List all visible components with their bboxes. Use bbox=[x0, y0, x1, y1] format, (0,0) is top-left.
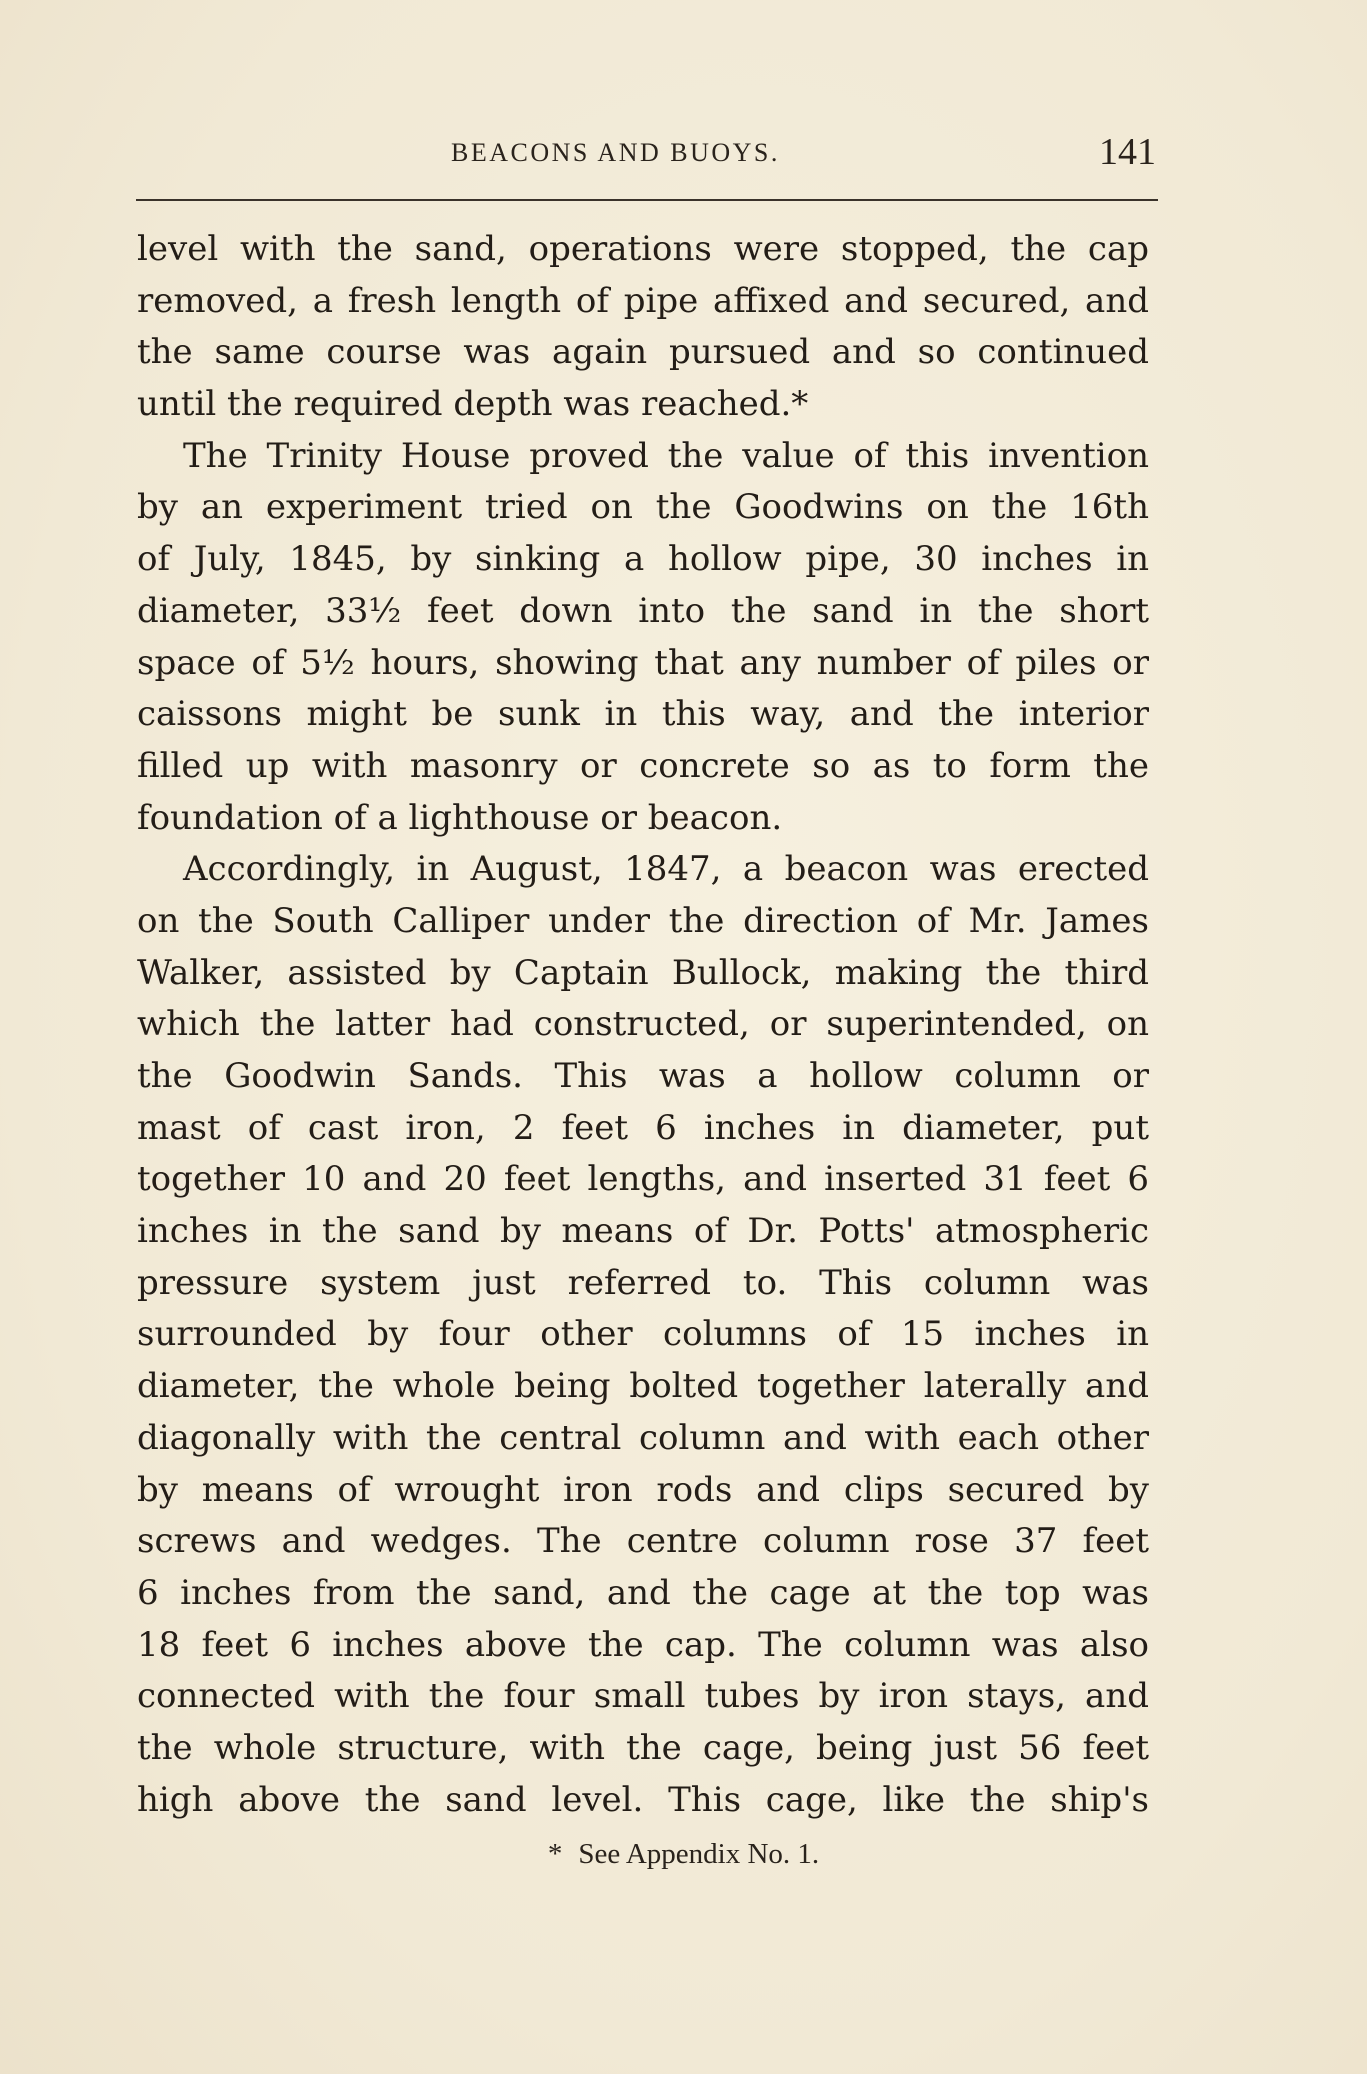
text-line: of July, 1845, by sinking a hollow pipe, 30 inches in bbox=[137, 539, 1149, 580]
footnote-marker: * bbox=[547, 1838, 563, 1870]
text-line: connected with the four small tubes by iron stays, and bbox=[137, 1676, 1149, 1717]
text-line: surrounded by four other columns of 15 inches in bbox=[137, 1314, 1149, 1355]
text-line: by means of wrought iron rods and clips secured by bbox=[137, 1469, 1149, 1510]
body-text bbox=[137, 224, 1149, 1826]
text-line: screws and wedges. The centre column rose 37 feet bbox=[137, 1521, 1149, 1562]
page-header bbox=[136, 130, 1156, 174]
footnote-text: See Appendix No. 1. bbox=[578, 1838, 820, 1870]
text-line: together 10 and 20 feet lengths, and inserted 31 feet 6 bbox=[137, 1159, 1149, 1200]
running-head: BEACONS AND BUOYS. bbox=[451, 138, 780, 167]
page-number: 141 bbox=[1099, 131, 1156, 173]
text-line: pressure system just referred to. This column was bbox=[137, 1262, 1149, 1303]
text-line: Walker, assisted by Captain Bullock, making the third bbox=[137, 952, 1149, 993]
text-line: foundation of a lighthouse or beacon. bbox=[137, 797, 783, 838]
text-line: Accordingly, in August, 1847, a beacon was erected bbox=[183, 849, 1149, 890]
text-line: the whole structure, with the cage, being just 56 feet bbox=[137, 1727, 1149, 1768]
footnote bbox=[0, 1838, 1367, 1871]
text-line: level with the sand, operations were stopped, the cap bbox=[137, 229, 1149, 269]
text-line: space of 5½ hours, showing that any number of piles or bbox=[137, 642, 1149, 683]
text-line: caissons might be sunk in this way, and the interior bbox=[137, 694, 1149, 735]
text-line: on the South Calliper under the direction of Mr. James bbox=[137, 900, 1149, 941]
text-line: diagonally with the central column and with each other bbox=[137, 1417, 1149, 1458]
text-line: until the required depth was reached.* bbox=[137, 384, 809, 425]
text-line: which the latter had constructed, or superintended, on bbox=[137, 1004, 1149, 1045]
text-line: removed, a fresh length of pipe affixed and secured, and bbox=[137, 280, 1149, 321]
text-line: diameter, the whole being bolted together laterally and bbox=[137, 1366, 1149, 1407]
text-line: by an experiment tried on the Goodwins on the 16th bbox=[137, 487, 1149, 528]
text-line: filled up with masonry or concrete so as to form the bbox=[137, 745, 1149, 786]
text-line: the same course was again pursued and so continued bbox=[137, 332, 1149, 373]
text-line: diameter, 33½ feet down into the sand in the short bbox=[137, 590, 1149, 631]
text-line: 18 feet 6 inches above the cap. The column was also bbox=[137, 1624, 1149, 1665]
text-line: mast of cast iron, 2 feet 6 inches in diameter, put bbox=[137, 1107, 1149, 1148]
text-line: inches in the sand by means of Dr. Potts' atmospheric bbox=[137, 1211, 1149, 1252]
text-line: the Goodwin Sands. This was a hollow column or bbox=[137, 1056, 1149, 1096]
header-rule bbox=[136, 199, 1158, 201]
text-line: high above the sand level. This cage, like the ship's bbox=[137, 1779, 1149, 1820]
text-line: The Trinity House proved the value of this invention bbox=[183, 435, 1149, 476]
text-line: 6 inches from the sand, and the cage at the top was bbox=[137, 1572, 1149, 1613]
